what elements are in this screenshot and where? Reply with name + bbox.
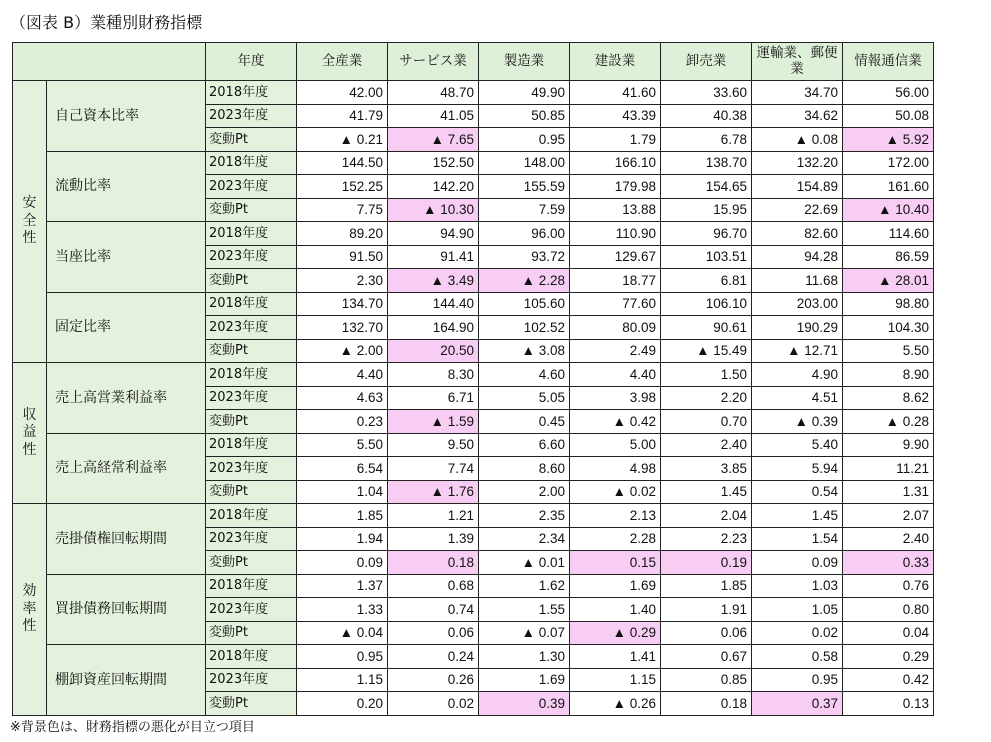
value-cell: 1.37 xyxy=(297,574,388,598)
value-cell: 1.39 xyxy=(388,527,479,551)
value-cell: 91.50 xyxy=(297,245,388,269)
value-cell: 104.30 xyxy=(843,316,934,340)
value-cell: 1.62 xyxy=(479,574,570,598)
year-label: 2023年度 xyxy=(206,175,297,199)
value-cell: 138.70 xyxy=(661,151,752,175)
value-cell: ▲ 0.08 xyxy=(752,128,843,152)
value-cell: 1.33 xyxy=(297,598,388,622)
year-label: 2023年度 xyxy=(206,668,297,692)
value-cell: 166.10 xyxy=(570,151,661,175)
value-cell: 98.80 xyxy=(843,292,934,316)
value-cell: ▲ 0.29 xyxy=(570,621,661,645)
value-cell: 0.68 xyxy=(388,574,479,598)
value-cell: 1.15 xyxy=(297,668,388,692)
value-cell: 4.40 xyxy=(297,363,388,387)
category-label: 効率性 xyxy=(22,583,37,634)
value-cell: 5.00 xyxy=(570,433,661,457)
value-cell: 1.41 xyxy=(570,645,661,669)
value-cell: 0.58 xyxy=(752,645,843,669)
value-cell: 3.98 xyxy=(570,386,661,410)
value-cell: 0.39 xyxy=(479,692,570,716)
header-industry-service: サービス業 xyxy=(388,43,479,81)
value-cell: 0.76 xyxy=(843,574,934,598)
value-cell: ▲ 3.08 xyxy=(479,339,570,363)
value-cell: 2.23 xyxy=(661,527,752,551)
value-cell: 1.04 xyxy=(297,480,388,504)
value-cell: 2.49 xyxy=(570,339,661,363)
metric-label: 売上高経常利益率 xyxy=(47,433,206,504)
value-cell: ▲ 1.76 xyxy=(388,480,479,504)
value-cell: 0.95 xyxy=(297,645,388,669)
value-cell: 90.61 xyxy=(661,316,752,340)
value-cell: 0.42 xyxy=(843,668,934,692)
value-cell: 13.88 xyxy=(570,198,661,222)
value-cell: 4.63 xyxy=(297,386,388,410)
year-label: 2018年度 xyxy=(206,222,297,246)
value-cell: 0.95 xyxy=(752,668,843,692)
value-cell: 49.90 xyxy=(479,81,570,105)
year-label: 2023年度 xyxy=(206,527,297,551)
value-cell: 2.13 xyxy=(570,504,661,528)
value-cell: 5.05 xyxy=(479,386,570,410)
value-cell: 0.18 xyxy=(661,692,752,716)
value-cell: 1.79 xyxy=(570,128,661,152)
value-cell: 5.94 xyxy=(752,457,843,481)
value-cell: 4.90 xyxy=(752,363,843,387)
value-cell: ▲ 0.04 xyxy=(297,621,388,645)
value-cell: 3.85 xyxy=(661,457,752,481)
category-label: 収益性 xyxy=(22,406,37,458)
year-label: 変動Pt xyxy=(206,692,297,716)
header-year: 年度 xyxy=(206,43,297,81)
category-cell xyxy=(13,363,47,504)
value-cell: ▲ 0.07 xyxy=(479,621,570,645)
category-cell xyxy=(13,81,47,363)
year-label: 2023年度 xyxy=(206,316,297,340)
value-cell: 2.40 xyxy=(661,433,752,457)
value-cell: 190.29 xyxy=(752,316,843,340)
value-cell: 0.70 xyxy=(661,410,752,434)
value-cell: 102.52 xyxy=(479,316,570,340)
value-cell: 6.78 xyxy=(661,128,752,152)
value-cell: 91.41 xyxy=(388,245,479,269)
value-cell: 34.70 xyxy=(752,81,843,105)
year-label: 2018年度 xyxy=(206,645,297,669)
value-cell: 40.38 xyxy=(661,104,752,128)
value-cell: 106.10 xyxy=(661,292,752,316)
metric-label: 当座比率 xyxy=(47,222,206,293)
year-label: 2018年度 xyxy=(206,574,297,598)
value-cell: 0.37 xyxy=(752,692,843,716)
value-cell: 1.94 xyxy=(297,527,388,551)
value-cell: 2.34 xyxy=(479,527,570,551)
category-cell xyxy=(13,504,47,716)
year-label: 2018年度 xyxy=(206,81,297,105)
value-cell: 114.60 xyxy=(843,222,934,246)
year-label: 変動Pt xyxy=(206,480,297,504)
value-cell: 1.55 xyxy=(479,598,570,622)
value-cell: ▲ 0.42 xyxy=(570,410,661,434)
value-cell: 6.60 xyxy=(479,433,570,457)
value-cell: ▲ 0.28 xyxy=(843,410,934,434)
year-label: 2023年度 xyxy=(206,245,297,269)
value-cell: 154.65 xyxy=(661,175,752,199)
year-label: 2023年度 xyxy=(206,104,297,128)
value-cell: ▲ 0.26 xyxy=(570,692,661,716)
header-blank-cell xyxy=(13,43,206,81)
value-cell: 0.54 xyxy=(752,480,843,504)
value-cell: 6.71 xyxy=(388,386,479,410)
value-cell: ▲ 28.01 xyxy=(843,269,934,293)
value-cell: 7.75 xyxy=(297,198,388,222)
value-cell: 48.70 xyxy=(388,81,479,105)
value-cell: 2.30 xyxy=(297,269,388,293)
value-cell: 94.90 xyxy=(388,222,479,246)
value-cell: 134.70 xyxy=(297,292,388,316)
value-cell: 0.29 xyxy=(843,645,934,669)
table-row xyxy=(13,645,934,669)
year-label: 2018年度 xyxy=(206,363,297,387)
value-cell: 41.79 xyxy=(297,104,388,128)
value-cell: 8.30 xyxy=(388,363,479,387)
value-cell: 179.98 xyxy=(570,175,661,199)
table-row xyxy=(13,363,934,387)
value-cell: 4.60 xyxy=(479,363,570,387)
value-cell: 164.90 xyxy=(388,316,479,340)
value-cell: 50.85 xyxy=(479,104,570,128)
value-cell: 8.62 xyxy=(843,386,934,410)
value-cell: 4.51 xyxy=(752,386,843,410)
value-cell: ▲ 0.39 xyxy=(752,410,843,434)
value-cell: 22.69 xyxy=(752,198,843,222)
value-cell: 0.19 xyxy=(661,551,752,575)
value-cell: 0.85 xyxy=(661,668,752,692)
value-cell: 4.40 xyxy=(570,363,661,387)
value-cell: 0.09 xyxy=(752,551,843,575)
value-cell: 0.18 xyxy=(388,551,479,575)
value-cell: 42.00 xyxy=(297,81,388,105)
header-industry-transport: 運輸業、郵便業 xyxy=(752,43,843,81)
header-industry-manufacturing: 製造業 xyxy=(479,43,570,81)
value-cell: 5.40 xyxy=(752,433,843,457)
value-cell: ▲ 10.30 xyxy=(388,198,479,222)
year-label: 2018年度 xyxy=(206,292,297,316)
metric-label: 自己資本比率 xyxy=(47,81,206,152)
value-cell: 9.90 xyxy=(843,433,934,457)
header-industry-ict: 情報通信業 xyxy=(843,43,934,81)
value-cell: 80.09 xyxy=(570,316,661,340)
value-cell: 2.40 xyxy=(843,527,934,551)
value-cell: 8.60 xyxy=(479,457,570,481)
value-cell: ▲ 7.65 xyxy=(388,128,479,152)
value-cell: 0.80 xyxy=(843,598,934,622)
value-cell: 1.69 xyxy=(570,574,661,598)
value-cell: 89.20 xyxy=(297,222,388,246)
value-cell: 18.77 xyxy=(570,269,661,293)
table-row xyxy=(13,292,934,316)
header-industry-all: 全産業 xyxy=(297,43,388,81)
value-cell: 4.98 xyxy=(570,457,661,481)
value-cell: 2.04 xyxy=(661,504,752,528)
value-cell: 0.74 xyxy=(388,598,479,622)
value-cell: ▲ 10.40 xyxy=(843,198,934,222)
metric-label: 固定比率 xyxy=(47,292,206,363)
value-cell: 142.20 xyxy=(388,175,479,199)
value-cell: 110.90 xyxy=(570,222,661,246)
value-cell: 6.81 xyxy=(661,269,752,293)
value-cell: 1.45 xyxy=(661,480,752,504)
value-cell: 5.50 xyxy=(297,433,388,457)
value-cell: ▲ 2.28 xyxy=(479,269,570,293)
value-cell: 155.59 xyxy=(479,175,570,199)
value-cell: 0.13 xyxy=(843,692,934,716)
value-cell: ▲ 0.02 xyxy=(570,480,661,504)
value-cell: 144.40 xyxy=(388,292,479,316)
year-label: 2018年度 xyxy=(206,151,297,175)
value-cell: 1.31 xyxy=(843,480,934,504)
year-label: 変動Pt xyxy=(206,128,297,152)
value-cell: 0.06 xyxy=(388,621,479,645)
header-industry-construction: 建設業 xyxy=(570,43,661,81)
value-cell: 93.72 xyxy=(479,245,570,269)
value-cell: 105.60 xyxy=(479,292,570,316)
value-cell: ▲ 1.59 xyxy=(388,410,479,434)
value-cell: 56.00 xyxy=(843,81,934,105)
value-cell: 0.24 xyxy=(388,645,479,669)
value-cell: ▲ 15.49 xyxy=(661,339,752,363)
header-industry-wholesale: 卸売業 xyxy=(661,43,752,81)
value-cell: 2.20 xyxy=(661,386,752,410)
value-cell: 2.00 xyxy=(479,480,570,504)
value-cell: 94.28 xyxy=(752,245,843,269)
value-cell: 0.09 xyxy=(297,551,388,575)
value-cell: 86.59 xyxy=(843,245,934,269)
value-cell: 5.50 xyxy=(843,339,934,363)
value-cell: 2.07 xyxy=(843,504,934,528)
value-cell: 132.70 xyxy=(297,316,388,340)
value-cell: 103.51 xyxy=(661,245,752,269)
value-cell: 1.30 xyxy=(479,645,570,669)
year-label: 変動Pt xyxy=(206,551,297,575)
value-cell: 7.59 xyxy=(479,198,570,222)
value-cell: 7.74 xyxy=(388,457,479,481)
year-label: 2018年度 xyxy=(206,433,297,457)
value-cell: 132.20 xyxy=(752,151,843,175)
value-cell: 11.21 xyxy=(843,457,934,481)
value-cell: 172.00 xyxy=(843,151,934,175)
value-cell: 34.62 xyxy=(752,104,843,128)
value-cell: 43.39 xyxy=(570,104,661,128)
category-label: 安全性 xyxy=(22,195,37,247)
metric-label: 流動比率 xyxy=(47,151,206,222)
value-cell: 41.60 xyxy=(570,81,661,105)
value-cell: 41.05 xyxy=(388,104,479,128)
value-cell: 0.20 xyxy=(297,692,388,716)
value-cell: 2.35 xyxy=(479,504,570,528)
table-row xyxy=(13,222,934,246)
year-label: 変動Pt xyxy=(206,339,297,363)
value-cell: 203.00 xyxy=(752,292,843,316)
year-label: 2023年度 xyxy=(206,457,297,481)
value-cell: 96.00 xyxy=(479,222,570,246)
value-cell: 15.95 xyxy=(661,198,752,222)
year-label: 変動Pt xyxy=(206,410,297,434)
value-cell: 1.45 xyxy=(752,504,843,528)
value-cell: ▲ 3.49 xyxy=(388,269,479,293)
metric-label: 買掛債務回転期間 xyxy=(47,574,206,645)
value-cell: 1.85 xyxy=(661,574,752,598)
value-cell: 50.08 xyxy=(843,104,934,128)
value-cell: ▲ 2.00 xyxy=(297,339,388,363)
table-row xyxy=(13,504,934,528)
metric-label: 売上高営業利益率 xyxy=(47,363,206,434)
value-cell: 0.04 xyxy=(843,621,934,645)
year-label: 2023年度 xyxy=(206,598,297,622)
value-cell: 20.50 xyxy=(388,339,479,363)
value-cell: 152.50 xyxy=(388,151,479,175)
value-cell: 33.60 xyxy=(661,81,752,105)
value-cell: 0.06 xyxy=(661,621,752,645)
value-cell: 0.33 xyxy=(843,551,934,575)
value-cell: ▲ 0.01 xyxy=(479,551,570,575)
figure-title: （図表 B）業種別財務指標 xyxy=(10,13,203,32)
value-cell: 0.02 xyxy=(752,621,843,645)
value-cell: 1.54 xyxy=(752,527,843,551)
table-row xyxy=(13,81,934,105)
value-cell: 129.67 xyxy=(570,245,661,269)
value-cell: 6.54 xyxy=(297,457,388,481)
year-label: 変動Pt xyxy=(206,198,297,222)
metric-label: 棚卸資産回転期間 xyxy=(47,645,206,716)
table-row xyxy=(13,574,934,598)
value-cell: 0.67 xyxy=(661,645,752,669)
value-cell: 82.60 xyxy=(752,222,843,246)
value-cell: 1.03 xyxy=(752,574,843,598)
value-cell: 154.89 xyxy=(752,175,843,199)
value-cell: 0.02 xyxy=(388,692,479,716)
value-cell: 161.60 xyxy=(843,175,934,199)
value-cell: 0.45 xyxy=(479,410,570,434)
value-cell: 1.85 xyxy=(297,504,388,528)
value-cell: 11.68 xyxy=(752,269,843,293)
value-cell: 0.26 xyxy=(388,668,479,692)
year-label: 変動Pt xyxy=(206,269,297,293)
value-cell: ▲ 12.71 xyxy=(752,339,843,363)
value-cell: 96.70 xyxy=(661,222,752,246)
value-cell: 0.15 xyxy=(570,551,661,575)
year-label: 変動Pt xyxy=(206,621,297,645)
metric-label: 売掛債権回転期間 xyxy=(47,504,206,575)
value-cell: 0.95 xyxy=(479,128,570,152)
value-cell: 1.21 xyxy=(388,504,479,528)
value-cell: 1.40 xyxy=(570,598,661,622)
footnote: ※背景色は、財務指標の悪化が目立つ項目 xyxy=(10,720,255,735)
value-cell: 9.50 xyxy=(388,433,479,457)
value-cell: ▲ 5.92 xyxy=(843,128,934,152)
value-cell: 148.00 xyxy=(479,151,570,175)
value-cell: ▲ 0.21 xyxy=(297,128,388,152)
value-cell: 1.50 xyxy=(661,363,752,387)
value-cell: 1.69 xyxy=(479,668,570,692)
value-cell: 1.05 xyxy=(752,598,843,622)
year-label: 2023年度 xyxy=(206,386,297,410)
value-cell: 1.15 xyxy=(570,668,661,692)
value-cell: 77.60 xyxy=(570,292,661,316)
value-cell: 1.91 xyxy=(661,598,752,622)
header-row xyxy=(13,43,934,81)
year-label: 2018年度 xyxy=(206,504,297,528)
value-cell: 152.25 xyxy=(297,175,388,199)
table-row xyxy=(13,151,934,175)
value-cell: 0.23 xyxy=(297,410,388,434)
value-cell: 2.28 xyxy=(570,527,661,551)
value-cell: 8.90 xyxy=(843,363,934,387)
table-row xyxy=(13,433,934,457)
financial-indicators-table xyxy=(12,42,934,716)
value-cell: 144.50 xyxy=(297,151,388,175)
